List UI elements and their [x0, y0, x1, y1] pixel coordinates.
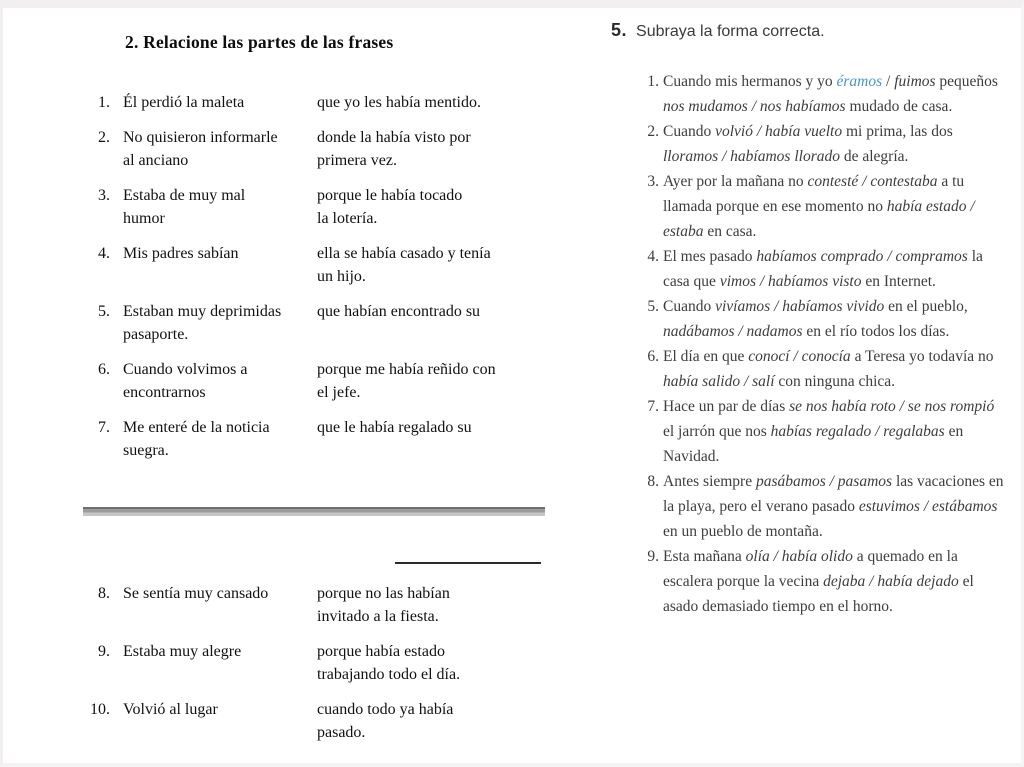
sentence-text: Hace un par de días [663, 398, 790, 415]
sentence-text: con ninguna chica. [774, 373, 896, 390]
sentence-text: Cuando [663, 298, 716, 315]
handwriting-rule-line [395, 562, 541, 564]
sentence-item-number: 3. [647, 173, 659, 190]
highlighted-verb-option: éramos [836, 73, 883, 90]
sentence-text: a tu llamada porque en ese momento no [663, 173, 965, 215]
match-row [83, 358, 551, 404]
match-row [83, 300, 551, 346]
match-row-number: 4. [98, 245, 110, 262]
match-row [83, 416, 551, 462]
match-row-right-phrase: que yo les había mentido. [317, 94, 481, 111]
sentence-text: la casa que [663, 248, 983, 290]
verb-option: olía / había olido [745, 548, 853, 565]
match-row-right-phrase: ella se había casado y tenía un hijo. [317, 245, 491, 285]
sentence-item-number: 8. [647, 473, 659, 490]
section-divider-bar [83, 507, 545, 516]
exercise5-title: Subraya la forma correcta. [636, 23, 825, 40]
match-row-number: 6. [98, 361, 110, 378]
sentence-text: mi prima, las dos [842, 123, 953, 140]
match-row-left-phrase: No quisieron informarle al anciano [123, 129, 278, 169]
sentence-item [645, 69, 1007, 119]
verb-option: nos mudamos / nos habíamos [663, 98, 846, 115]
sentence-text: en casa. [703, 223, 757, 240]
verb-option: contesté / contestaba [807, 173, 938, 190]
match-row-number: 7. [98, 419, 110, 436]
verb-option: se nos había roto / se nos rompió [789, 398, 995, 415]
match-row-right-phrase: que le había regalado su [317, 419, 472, 436]
sentence-item [645, 469, 1007, 544]
match-row [83, 582, 551, 628]
match-row [83, 640, 551, 686]
sentence-text: el jarrón que nos [663, 423, 771, 440]
match-row-left-phrase: Mis padres sabían [123, 245, 239, 262]
match-row-number: 2. [98, 129, 110, 146]
sentence-text: / [882, 73, 895, 90]
match-row-number: 9. [98, 643, 110, 660]
exercise2-match-list-bottom [83, 582, 551, 756]
sentence-item-number: 2. [647, 123, 659, 140]
match-row-left-phrase: Cuando volvimos a encontrarnos [123, 361, 248, 401]
match-row [83, 184, 551, 230]
match-row-right-phrase: porque no las habían invitado a la fiesta. [317, 585, 450, 625]
verb-option: pasábamos / pasamos [755, 473, 893, 490]
sentence-item [645, 344, 1007, 394]
sentence-text: Antes siempre [663, 473, 756, 490]
exercise5-number: 5. [611, 20, 628, 40]
sentence-text: en Internet. [861, 273, 936, 290]
sentence-text: en el pueblo, [884, 298, 968, 315]
sentence-text: a quemado en la escalera porque la vecina [663, 548, 958, 590]
sentence-item-number: 7. [647, 398, 659, 415]
match-row-left-phrase: Él perdió la maleta [123, 94, 245, 111]
sentence-text: pequeños [935, 73, 998, 90]
exercise2-title: 2. Relacione las partes de las frases [125, 32, 394, 52]
sentence-text: en un pueblo de montaña. [663, 523, 823, 540]
match-row [83, 698, 551, 744]
sentence-item [645, 294, 1007, 344]
sentence-text: de alegría. [839, 148, 909, 165]
exercise5-header [611, 20, 825, 41]
sentence-text: el asado demasiado tiempo en el horno. [663, 573, 974, 615]
match-row-left-phrase: Estaban muy deprimidas pasaporte. [123, 303, 282, 343]
verb-option: volvió / había vuelto [715, 123, 843, 140]
sentence-text: las vacaciones en la playa, pero el verano pasado [663, 473, 1004, 515]
match-row-left-phrase: Me enteré de la noticia suegra. [123, 419, 270, 459]
sentence-item-number: 1. [647, 73, 659, 90]
sentence-item [645, 544, 1007, 619]
verb-option: nadábamos / nadamos [663, 323, 803, 340]
match-row [83, 126, 551, 172]
sentence-item-number: 5. [647, 298, 659, 315]
verb-option: lloramos / habíamos llorado [663, 148, 840, 165]
sentence-text: El día en que [663, 348, 749, 365]
verb-option: estuvimos / estábamos [858, 498, 998, 515]
sentence-item-number: 9. [647, 548, 659, 565]
match-row-left-phrase: Se sentía muy cansado [123, 585, 269, 602]
match-row-left-phrase: Estaba muy alegre [123, 643, 242, 660]
match-row-right-phrase: cuando todo ya había pasado. [317, 701, 454, 741]
match-row-right-phrase: porque le había tocado la lotería. [317, 187, 463, 227]
verb-option: habíamos comprado / compramos [756, 248, 968, 265]
match-row-number: 10. [90, 701, 110, 718]
match-row-right-phrase: que habían encontrado su [317, 303, 481, 320]
exercise5-item-list [645, 69, 1007, 619]
sentence-text: Ayer por la mañana no [663, 173, 808, 190]
match-row-right-phrase: porque me había reñido con el jefe. [317, 361, 496, 401]
sentence-text: Cuando [663, 123, 716, 140]
verb-option: había estado / estaba [663, 198, 975, 240]
match-row-right-phrase: donde la había visto por primera vez. [317, 129, 471, 169]
verb-option: fuimos [894, 73, 936, 90]
sentence-text: Cuando mis hermanos y yo [663, 73, 837, 90]
sentence-item-number: 6. [647, 348, 659, 365]
verb-option: había salido / salí [663, 373, 775, 390]
verb-option: dejaba / había dejado [823, 573, 959, 590]
sentence-text: en el río todos los días. [802, 323, 950, 340]
exercise2-match-list-top [83, 91, 551, 474]
match-row [83, 91, 551, 114]
match-row-right-phrase: porque había estado trabajando todo el día. [317, 643, 461, 683]
verb-option: habías regalado / regalabas [770, 423, 945, 440]
match-row-number: 8. [98, 585, 110, 602]
sentence-item [645, 244, 1007, 294]
sentence-text: Esta mañana [663, 548, 746, 565]
sentence-item [645, 119, 1007, 169]
match-row-number: 1. [98, 94, 110, 111]
verb-option: vimos / habíamos visto [719, 273, 862, 290]
sentence-item [645, 394, 1007, 469]
match-row-number: 5. [98, 303, 110, 320]
sentence-item-number: 4. [647, 248, 659, 265]
sentence-item [645, 169, 1007, 244]
verb-option: vivíamos / habíamos vivido [715, 298, 885, 315]
match-row [83, 242, 551, 288]
sentence-text: en Navidad. [663, 423, 964, 465]
match-row-left-phrase: Estaba de muy mal humor [123, 187, 246, 227]
sentence-text: El mes pasado [663, 248, 757, 265]
match-row-number: 3. [98, 187, 110, 204]
verb-option: conocí / conocía [748, 348, 851, 365]
sentence-text: mudado de casa. [845, 98, 953, 115]
sentence-text: a Teresa yo todavía no [850, 348, 994, 365]
match-row-left-phrase: Volvió al lugar [123, 701, 218, 718]
